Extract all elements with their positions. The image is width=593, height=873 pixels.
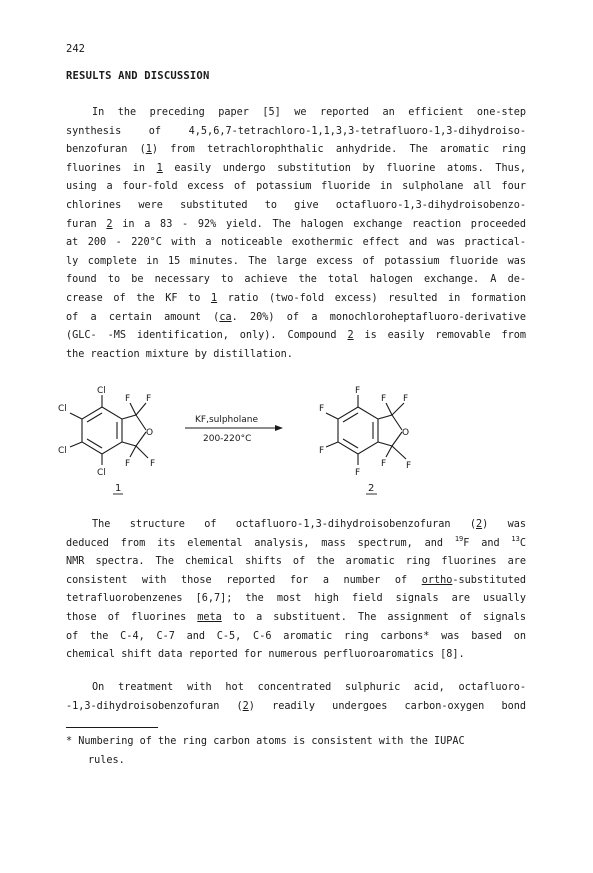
conditions-label: 200-220°C bbox=[203, 434, 252, 444]
text-line: On treatment with hot concentrated sulphuric acid, octafluoro- bbox=[92, 682, 526, 693]
footnote-line: rules. bbox=[88, 754, 125, 766]
compound-ref: 1 bbox=[145, 144, 152, 156]
footnote bbox=[66, 733, 526, 770]
paragraph-structure bbox=[66, 516, 526, 665]
text-line: using a four-fold excess of potassium fluoride in sulpholane all four bbox=[66, 181, 526, 193]
text-line: furan 2 in a 83 - 92% yield. The halogen exchange reaction proceeded bbox=[66, 218, 526, 230]
structure-compound-1 bbox=[70, 395, 148, 465]
text-line: deduced from its elemental analysis, mass spectrum, and $^{19}$F and $^{13}$C bbox=[66, 534, 526, 549]
text-line: of a certain amount (ca. 20%) of a monochloroheptafluoro-derivative bbox=[66, 311, 526, 323]
text-line: The structure of octafluoro-1,3-dihydroisobenzofuran (2) was bbox=[92, 519, 526, 530]
compound-ref: 1 bbox=[210, 292, 218, 304]
text-line: the reaction mixture by distillation. bbox=[66, 348, 293, 360]
atom-label: Cl bbox=[58, 446, 67, 456]
compound-ref: 2 bbox=[106, 218, 113, 230]
atom-label: O bbox=[146, 428, 154, 438]
text-line: chlorines were substituted to give octafluoro-1,3-dihydroisobenzo- bbox=[66, 199, 526, 211]
page-number: 242 bbox=[66, 43, 85, 55]
latin-abbrev: ca bbox=[219, 311, 232, 323]
text-line: NMR spectra. The chemical shifts of the aromatic ring fluorines are bbox=[66, 556, 526, 568]
text-line: tetrafluorobenzenes [6,7]; the most high field signals are usually bbox=[66, 593, 526, 605]
paragraph-results bbox=[66, 104, 526, 364]
footnote-rule bbox=[66, 727, 158, 728]
text-line: ly complete in 15 minutes. The large excess of potassium fluoride was bbox=[66, 255, 526, 267]
atom-label: F bbox=[355, 386, 361, 396]
atom-label: F bbox=[146, 394, 152, 404]
atom-label: Cl bbox=[58, 404, 67, 414]
structure-compound-2 bbox=[326, 394, 409, 465]
atom-label: F bbox=[319, 446, 325, 456]
reagent-label: KF,sulpholane bbox=[195, 415, 259, 425]
compound-ref: 2 bbox=[475, 519, 483, 530]
paragraph-treatment bbox=[66, 679, 526, 716]
text-line: benzofuran (1) from tetrachlorophthalic anhydride. The aromatic ring bbox=[66, 144, 526, 156]
text-line: crease of the KF to 1 ratio (two-fold excess) resulted in formation bbox=[66, 292, 526, 304]
text-line: (GLC- -MS identification, only). Compound 2 is easily removable from bbox=[66, 330, 526, 342]
text-line: -1,3-dihydroisobenzofuran (2) readily undergoes carbon-oxygen bond bbox=[66, 700, 526, 712]
atom-label: Cl bbox=[97, 468, 106, 478]
section-heading: RESULTS AND DISCUSSION bbox=[66, 70, 210, 82]
atom-label: F bbox=[381, 459, 387, 469]
atom-label: F bbox=[125, 394, 131, 404]
footnote-line: * Numbering of the ring carbon atoms is consistent with the IUPAC bbox=[66, 736, 465, 747]
text-line: In the preceding paper [5] we reported an efficient one-step bbox=[92, 107, 526, 118]
text-line: those of fluorines meta to a substituent. The assignment of signals bbox=[66, 611, 526, 623]
text-line: found to be necessary to achieve the total halogen exchange. A de- bbox=[66, 274, 526, 286]
atom-label: F bbox=[381, 394, 387, 404]
text-line: chemical shift data reported for numerous perfluoroaromatics [8]. bbox=[66, 649, 465, 661]
compound-number-1: 1 bbox=[115, 483, 122, 494]
compound-ref: 2 bbox=[242, 700, 249, 712]
text-line: fluorines in 1 easily undergo substitution by fluorine atoms. Thus, bbox=[66, 162, 526, 174]
text-line: of the C-4, C-7 and C-5, C-6 aromatic ring carbons* was based on bbox=[66, 630, 526, 642]
compound-ref: 2 bbox=[347, 330, 354, 342]
atom-label: Cl bbox=[97, 386, 106, 396]
atom-label: F bbox=[403, 394, 409, 404]
atom-label: F bbox=[319, 404, 325, 414]
atom-label: F bbox=[355, 468, 361, 478]
atom-label: F bbox=[406, 461, 412, 471]
arrow-head bbox=[275, 425, 283, 431]
compound-number-2: 2 bbox=[368, 483, 375, 494]
text-line: synthesis of 4,5,6,7-tetrachloro-1,1,3,3-tetrafluoro-1,3-dihydroiso- bbox=[66, 125, 526, 137]
atom-label: O bbox=[402, 428, 410, 438]
atom-label: F bbox=[150, 459, 156, 469]
atom-label: F bbox=[125, 459, 131, 469]
text-line: at 200 - 220°C with a noticeable exothermic effect and was practical- bbox=[66, 237, 526, 249]
compound-ref: 1 bbox=[156, 162, 163, 174]
reaction-scheme bbox=[60, 375, 530, 505]
text-line: consistent with those reported for a number of ortho-substituted bbox=[66, 574, 526, 586]
